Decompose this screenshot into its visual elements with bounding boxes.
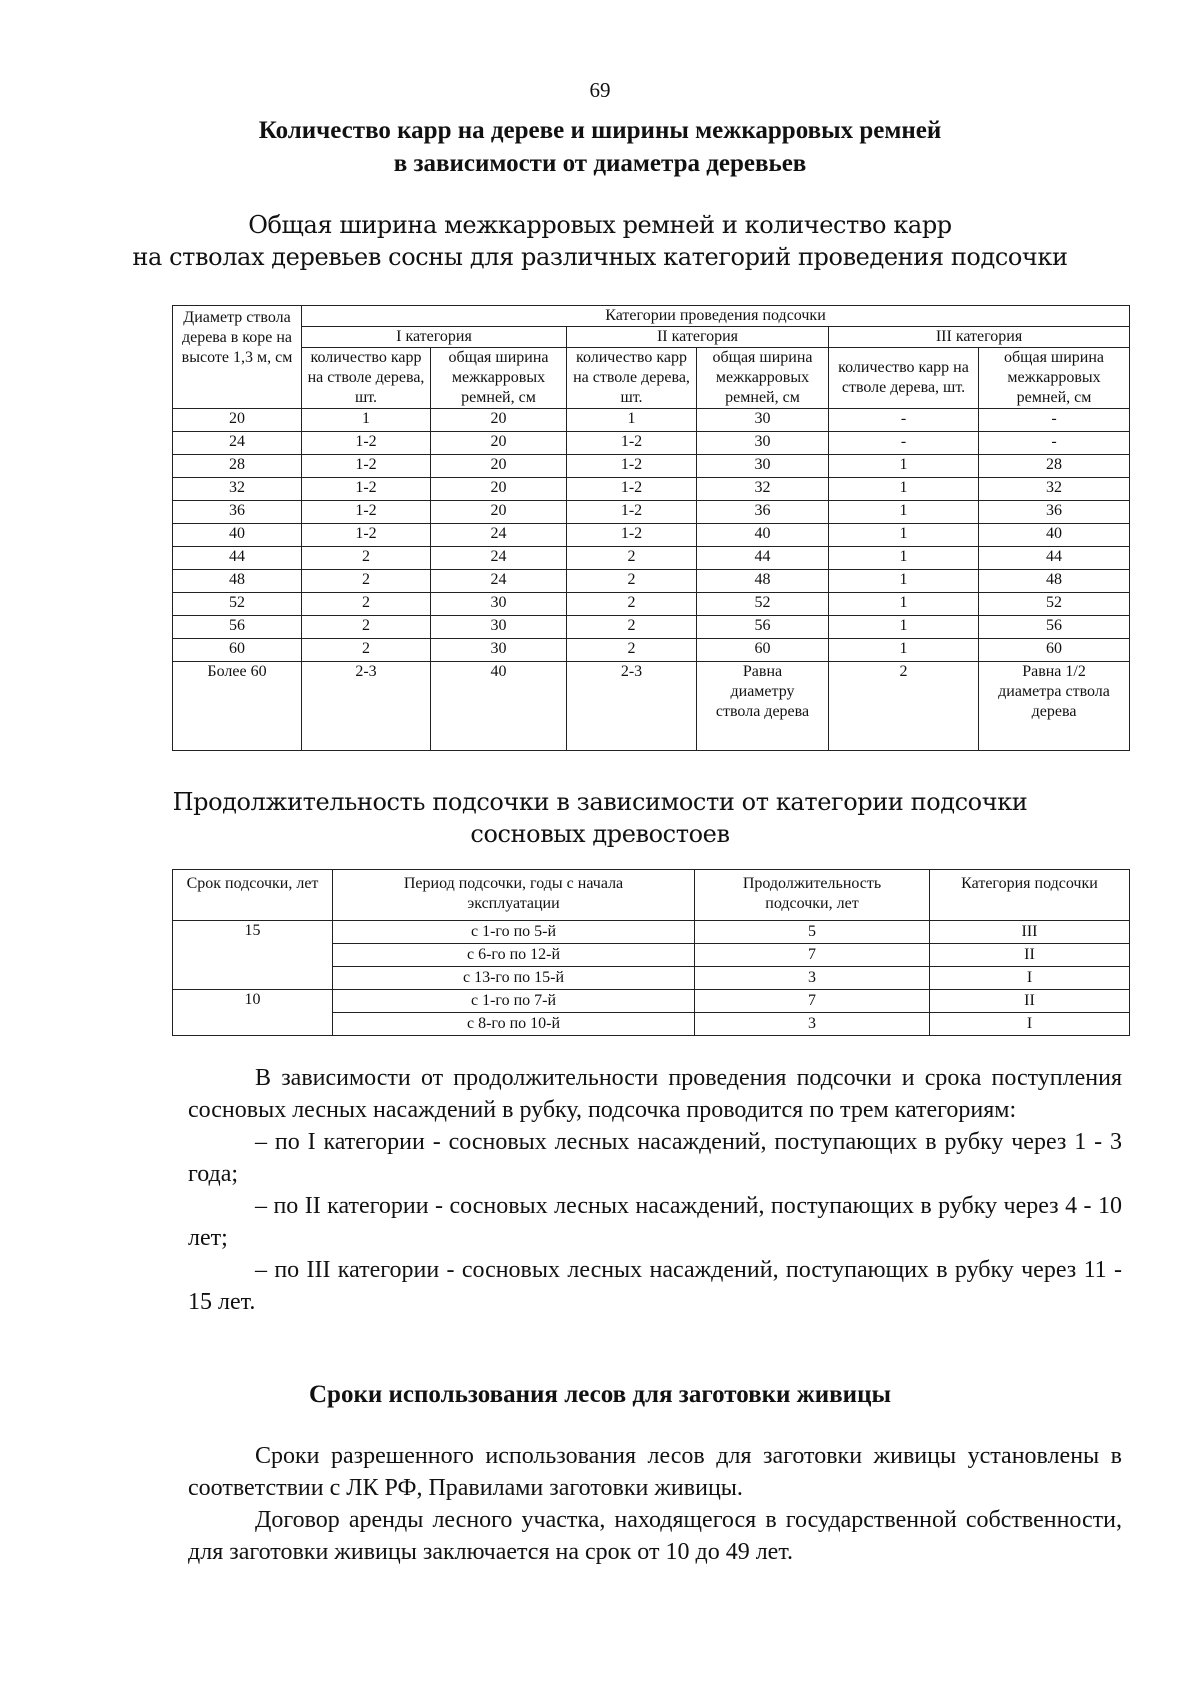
table-cell: 28 [979,455,1130,478]
table-cell: Равна диаметру ствола дерева [697,662,829,751]
table-cell: 30 [431,593,567,616]
table-cell: 52 [173,593,302,616]
table-cell: 1 [829,639,979,662]
table-cell: 60 [173,639,302,662]
table-row [173,639,1130,662]
table-cell: 1-2 [567,478,697,501]
table-cell: 2 [567,639,697,662]
table-cell: 1-2 [567,455,697,478]
tapping-duration-table [172,869,1130,1036]
table-cell: 20 [431,455,567,478]
table-cell: II [930,944,1130,967]
table-cell: 40 [979,524,1130,547]
table-cell: 52 [979,593,1130,616]
table-row [173,409,1130,432]
table-cell: 1 [829,570,979,593]
table-cell: I [930,1013,1130,1036]
main-title-line-1: Количество карр на дереве и ширины межкарровых ремней [258,117,942,144]
table-cell: 20 [431,409,567,432]
table-cell: 44 [173,547,302,570]
table-cell: 40 [173,524,302,547]
table-cell: 2 [302,639,431,662]
term-cell: 10 [173,990,333,1036]
table-cell: с 6-го по 12-й [333,944,695,967]
table-cell: 1 [829,616,979,639]
table-cell: с 13-го по 15-й [333,967,695,990]
table-cell: - [979,409,1130,432]
table-cell: 20 [431,478,567,501]
table-cell: 2 [302,616,431,639]
terms-text [188,1440,1122,1568]
paragraph-categories-intro: В зависимости от продолжительности проведения подсочки и срока поступления сосновых лесных насаждений в рубку, подсочка проводится по трем категориям: [188,1065,1122,1123]
list-item-category-2: – по II категории - сосновых лесных насаждений, поступающих в рубку через 4 - 10 лет; [188,1193,1122,1251]
table-cell: 1-2 [302,501,431,524]
list-item-category-3: – по III категории - сосновых лесных насаждений, поступающих в рубку через 11 - 15 лет. [188,1257,1122,1315]
table-cell: 1 [829,524,979,547]
table-cell: 3 [695,967,930,990]
table1-caption-line-2: на стволах деревьев сосны для различных категорий проведения подсочки [132,243,1068,271]
term-cell: 15 [173,921,333,990]
table-cell: 1 [829,455,979,478]
table-cell: 1 [829,501,979,524]
header-count-cat1: количество карр на стволе дерева, шт. [302,348,431,409]
table-cell: 30 [697,432,829,455]
table-cell: Более 60 [173,662,302,751]
table-cell: 3 [695,1013,930,1036]
table-row [173,921,1130,944]
table-cell: 36 [173,501,302,524]
table-cell: 7 [695,944,930,967]
table-cell: 2 [567,616,697,639]
table-cell: 44 [697,547,829,570]
table-cell: 60 [979,639,1130,662]
table-cell: с 1-го по 7-й [333,990,695,1013]
table-cell: 2 [567,547,697,570]
table-row [173,616,1130,639]
header-categories: Категории проведения подсочки [302,306,1130,327]
table-cell: 32 [697,478,829,501]
page-number: 69 [589,78,611,102]
table-cell: 48 [979,570,1130,593]
table-cell: Равна 1/2 диаметра ствола дерева [979,662,1130,751]
header-category-3: III категория [829,327,1130,348]
table-row [173,593,1130,616]
main-title-line-2: в зависимости от диаметра деревьев [393,150,807,177]
tapping-categories-table [172,305,1130,751]
table-cell: 24 [431,547,567,570]
categories-text [188,1062,1122,1318]
table-cell: 1 [829,547,979,570]
table1-caption-line-1: Общая ширина межкарровых ремней и количество карр [248,211,952,239]
header-duration: Продолжительность подсочки, лет [695,870,930,921]
header-count-cat2: количество карр на стволе дерева, шт. [567,348,697,409]
table-cell: с 1-го по 5-й [333,921,695,944]
table-cell: 1 [829,478,979,501]
header-width-cat1: общая ширина межкарровых ремней, см [431,348,567,409]
header-width-cat2: общая ширина межкарровых ремней, см [697,348,829,409]
table-cell: 24 [431,570,567,593]
table-cell: II [930,990,1130,1013]
table-cell: 2 [567,570,697,593]
table-cell: 5 [695,921,930,944]
section-heading: Сроки использования лесов для заготовки живицы [309,1381,891,1408]
table2-caption-line-2: сосновых древостоев [470,820,730,848]
table-cell: 1 [829,593,979,616]
table-cell: 2-3 [302,662,431,751]
table-cell: 30 [431,616,567,639]
table-cell: 20 [173,409,302,432]
table-cell: 24 [431,524,567,547]
table-cell: 2 [829,662,979,751]
table-cell: с 8-го по 10-й [333,1013,695,1036]
table-cell: 60 [697,639,829,662]
header-category-1: I категория [302,327,567,348]
table-cell: 24 [173,432,302,455]
table-row [173,432,1130,455]
table-row [173,501,1130,524]
table-cell: 48 [697,570,829,593]
table-cell: I [930,967,1130,990]
table-cell: 32 [979,478,1130,501]
table1-caption [0,209,1200,273]
header-count-cat3: количество карр на стволе дерева, шт. [829,348,979,409]
table-cell: - [979,432,1130,455]
table-cell: 30 [697,455,829,478]
header-term: Срок подсочки, лет [173,870,333,921]
table-cell: 1 [302,409,431,432]
header-category: Категория подсочки [930,870,1130,921]
header-period: Период подсочки, годы с начала эксплуатации [333,870,695,921]
table-row [173,570,1130,593]
table-cell: 7 [695,990,930,1013]
table-cell: 56 [979,616,1130,639]
table-cell: 36 [697,501,829,524]
table-cell: 52 [697,593,829,616]
table-row [173,547,1130,570]
table-cell: - [829,432,979,455]
table-cell: 30 [697,409,829,432]
table-cell: 44 [979,547,1130,570]
table-cell: 1-2 [567,432,697,455]
table-cell: 1-2 [302,478,431,501]
table-cell: III [930,921,1130,944]
table2-caption [0,786,1200,850]
table-cell: 1-2 [302,432,431,455]
table-row [173,662,1130,751]
header-width-cat3: общая ширина межкарровых ремней, см [979,348,1130,409]
header-diameter: Диаметр ствола дерева в коре на высоте 1,3 м, см [173,306,302,409]
table-cell: 56 [173,616,302,639]
table-cell: 2 [302,593,431,616]
table-cell: 30 [431,639,567,662]
table-cell: 1-2 [302,524,431,547]
table-cell: 1 [567,409,697,432]
table-cell: 2-3 [567,662,697,751]
table-cell: - [829,409,979,432]
table-cell: 40 [431,662,567,751]
table-cell: 1-2 [302,455,431,478]
main-title [0,114,1200,180]
table-row [173,524,1130,547]
table-cell: 2 [567,593,697,616]
table-cell: 40 [697,524,829,547]
table-row [173,455,1130,478]
table-row [173,478,1130,501]
table-row [173,990,1130,1013]
table-cell: 28 [173,455,302,478]
table-cell: 48 [173,570,302,593]
table-cell: 1-2 [567,524,697,547]
table-cell: 32 [173,478,302,501]
table-cell: 36 [979,501,1130,524]
header-category-2: II категория [567,327,829,348]
table2-caption-line-1: Продолжительность подсочки в зависимости от категории подсочки [172,788,1028,816]
paragraph-terms: Сроки разрешенного использования лесов для заготовки живицы установлены в соответствии с ЛК РФ, Правилами заготовки живицы. [188,1443,1122,1501]
table-cell: 20 [431,501,567,524]
table-cell: 20 [431,432,567,455]
paragraph-lease: Договор аренды лесного участка, находящегося в государственной собственности, для заготовки живицы заключается на срок от 10 до 49 лет. [188,1507,1122,1565]
table-cell: 2 [302,570,431,593]
table-cell: 56 [697,616,829,639]
list-item-category-1: – по I категории - сосновых лесных насаждений, поступающих в рубку через 1 - 3 года; [188,1129,1122,1187]
table-cell: 2 [302,547,431,570]
table-cell: 1-2 [567,501,697,524]
